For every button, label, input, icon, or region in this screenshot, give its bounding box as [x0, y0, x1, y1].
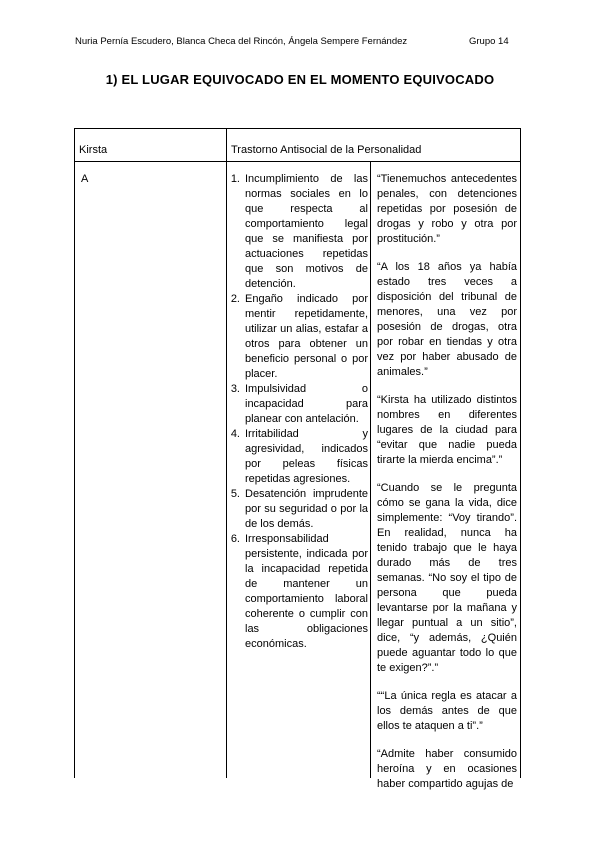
criterion-item: 2. Engaño indicado por mentir repetidamente, utilizar un alias, estafar a otros para obtener un beneficio personal o por placer. [230, 293, 368, 380]
criterion-text: Incumplimiento de las normas sociales en lo que respecta al comportamiento legal que se manifiesta por actuaciones repetidas que son motivos de detención. [245, 173, 368, 290]
criterion-item: 6. Irresponsabilidad persistente, indicada por la incapacidad repetida de mantener un comportamiento laboral coherente o cumplir con las obligaciones económicas. [230, 533, 368, 650]
page-title: 1) EL LUGAR EQUIVOCADO EN EL MOMENTO EQUIVOCADO [105, 72, 495, 87]
quotes-column [377, 172, 517, 805]
criterion-text: Irresponsabilidad persistente, indicada por la incapacidad repetida de mantener un comportamiento laboral coherente o cumplir con las obligaciones económicas. [245, 533, 368, 650]
quote-paragraph: “Kirsta ha utilizado distintos nombres en diferentes lugares de la ciudad para “evitar que nadie pueda tirarte la mierda encima”.” [377, 394, 517, 466]
criteria-list [230, 172, 368, 652]
criterion-item: 5. Desatención imprudente por su seguridad o por la de los demás. [230, 488, 368, 530]
criterion-text: Engaño indicado por mentir repetidamente, utilizar un alias, estafar a otros para obtener un beneficio personal o por placer. [245, 293, 368, 380]
column-divider-2 [370, 161, 371, 778]
header-group: Grupo 14 [469, 36, 509, 47]
col1-header: Kirsta [79, 144, 108, 156]
column-divider-1 [226, 129, 227, 778]
diagnosis-table [74, 128, 521, 790]
quote-paragraph: “Admite haber consumido heroína y en ocasiones haber compartido agujas de [377, 748, 517, 790]
criterion-item: 1. Incumplimiento de las normas sociales en lo que respecta al comportamiento legal que se manifiesta por actuaciones repetidas que son motivos de detención. [230, 173, 368, 290]
criterion-item: 4. Irritabilidad y agresividad, indicados por peleas físicas repetidas agresiones. [230, 428, 368, 485]
table-header-divider [75, 161, 520, 162]
header-authors: Nuria Pernía Escudero, Blanca Checa del Rincón, Ángela Sempere Fernández [75, 36, 408, 47]
criterion-text: Irritabilidad y agresividad, indicados por peleas físicas repetidas agresiones. [245, 428, 368, 485]
quote-paragraph: ““La única regla es atacar a los demás antes de que ellos te ataquen a ti”.” [377, 690, 517, 732]
quote-paragraph: “A los 18 años ya había estado tres veces a disposición del tribunal de menores, una vez por posesión de drogas, otra por robar en tiendas y otra vez por haber abusado de animales.” [377, 261, 517, 378]
quote-paragraph: “Tienemuchos antecedentes penales, con detenciones repetidas por posesión de drogas y robo y otra por prostitución.” [377, 173, 517, 245]
criterion-text: Desatención imprudente por su seguridad o por la de los demás. [245, 488, 368, 530]
col2-header: Trastorno Antisocial de la Personalidad [231, 144, 422, 156]
criterion-text: Impulsividad o incapacidad para planear con antelación. [245, 383, 368, 425]
row-label: A [81, 173, 89, 185]
criterion-item: 3. Impulsividad o incapacidad para planear con antelación. [230, 383, 368, 425]
quote-paragraph: “Cuando se le pregunta cómo se gana la vida, dice simplemente: “Voy tirando”. En realidad, nunca ha tenido trabajo que le haya durado más de tres semanas. “No soy el tipo de persona que pueda levantarse por la mañana y llegar puntual a un sitio”, dice, “y además, ¿Quién puede aguantar todo lo que te exigen?”.” [377, 482, 517, 674]
